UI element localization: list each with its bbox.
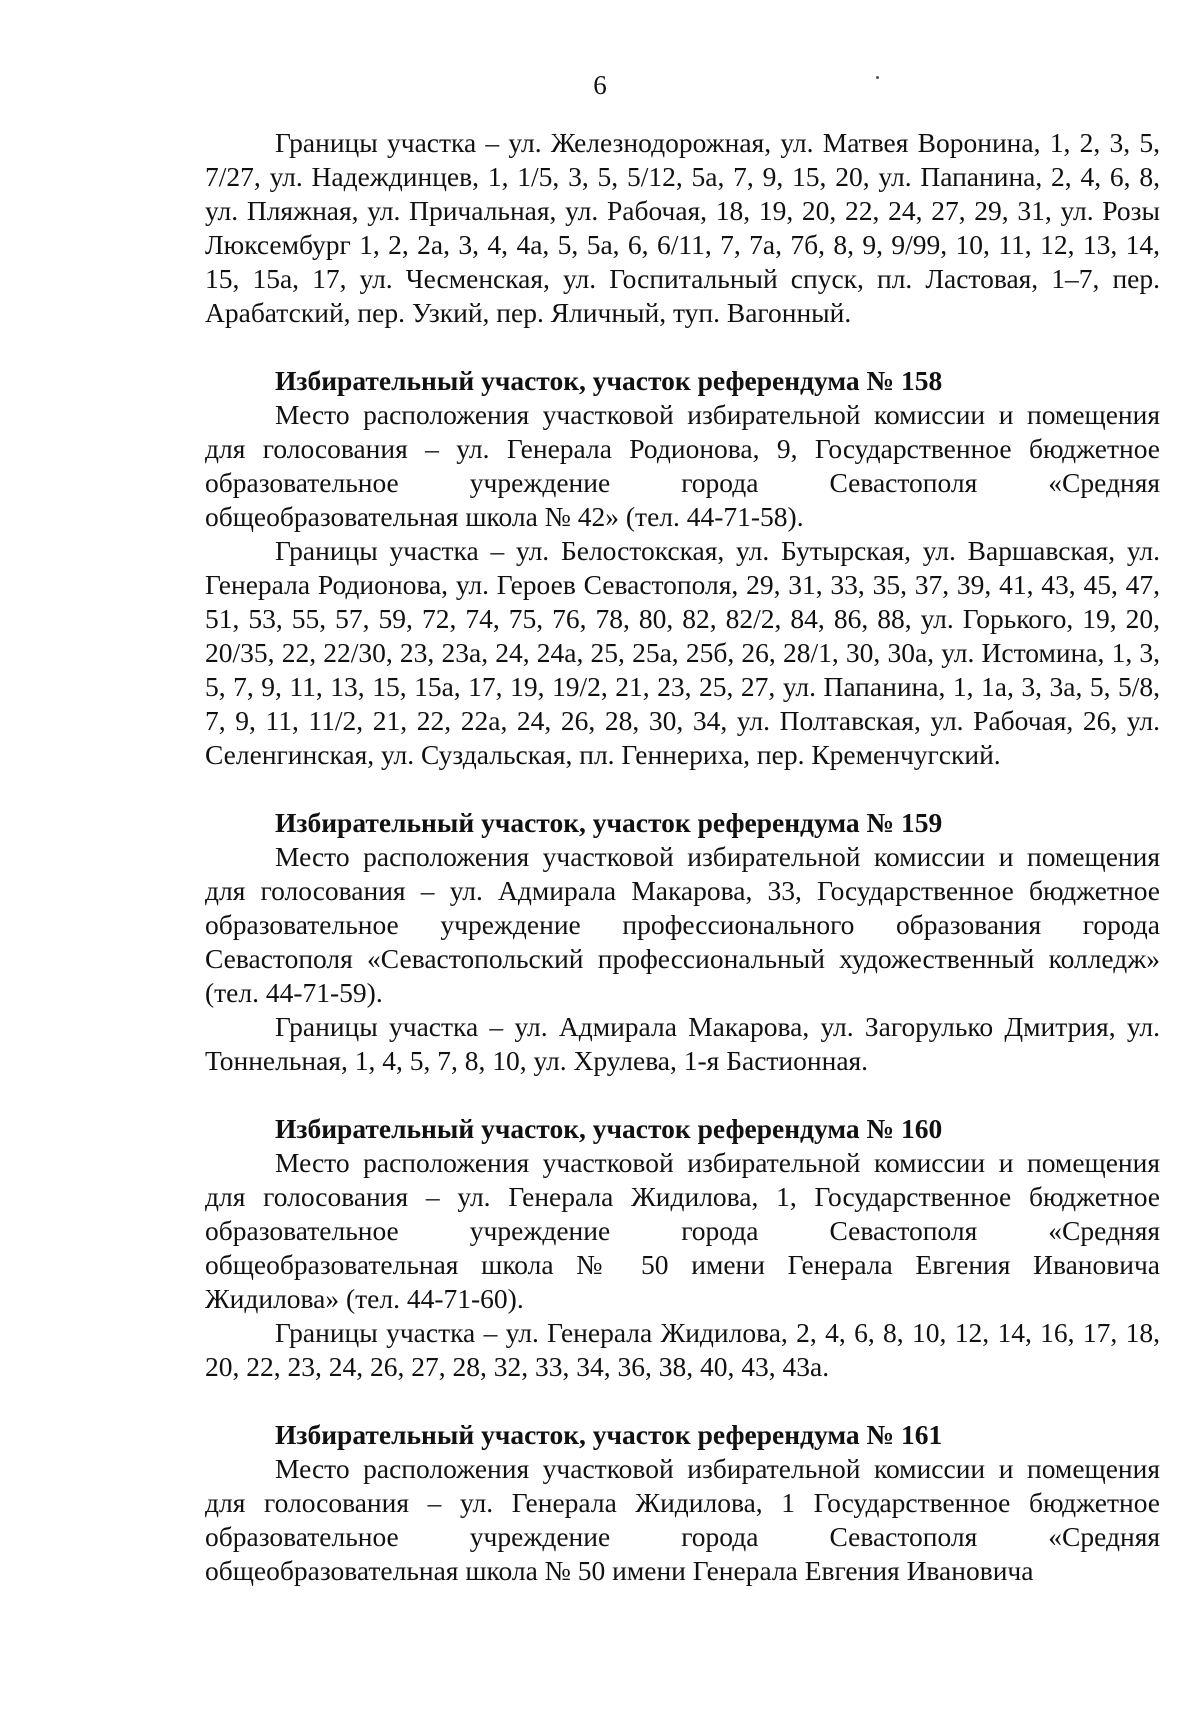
page-number: 6 bbox=[593, 70, 607, 100]
section-161 bbox=[205, 1418, 1160, 1588]
location-paragraph: Место расположения участковой избирательной комиссии и помещения для голосования – ул. Генерала Жидилова, 1 Государственное бюджетное образовательное учреждение города Севастополя «Средняя общеобразовательная школа № 50 имени Генерала Евгения Ивановича bbox=[205, 1453, 1160, 1586]
location-paragraph: Место расположения участковой избирательной комиссии и помещения для голосования – ул. Адмирала Макарова, 33, Государственное бюджетное образовательное учреждение профессионального образования города Севастополя «Севастопольский профессиональный художественный колледж» (тел. 44-71-59). bbox=[205, 841, 1160, 1008]
section-heading: Избирательный участок, участок референдума № 161 bbox=[275, 1419, 943, 1450]
location-paragraph: Место расположения участковой избирательной комиссии и помещения для голосования – ул. Генерала Родионова, 9, Государственное бюджетное образовательное учреждение города Севастополя «Средняя общеобразовательная школа № 42» (тел. 44-71-58). bbox=[205, 399, 1160, 532]
section-heading: Избирательный участок, участок референдума № 158 bbox=[275, 365, 943, 396]
location-paragraph: Место расположения участковой избирательной комиссии и помещения для голосования – ул. Генерала Жидилова, 1, Государственное бюджетное образовательное учреждение города Севастополя «Средняя общеобразовательная школа № 50 имени Генерала Евгения Ивановича Жидилова» (тел. 44-71-60). bbox=[205, 1147, 1160, 1314]
scan-speck bbox=[876, 76, 879, 79]
boundaries-paragraph: Границы участка – ул. Белостокская, ул. Бутырская, ул. Варшавская, ул. Генерала Родионова, ул. Героев Севастополя, 29, 31, 33, 35, 37, 39, 41, 43, 45, 47, 51, 53, 55, 57, 59, 72, 74, 75, 76, 78, 80, 82, 82/2, 84, 86, 88, ул. Горького, 19, 20, 20/35, 22, 22/30, 23, 23а, 24, 24а, 25, 25а, 25б, 26, 28/1, 30, 30а, ул. Истомина, 1, 3, 5, 7, 9, 11, 13, 15, 15а, 17, 19, 19/2, 21, 23, 25, 27, ул. Папанина, 1, 1а, 3, 3а, 5, 5/8, 7, 9, 11, 11/2, 21, 22, 22а, 24, 26, 28, 30, 34, ул. Полтавская, ул. Рабочая, 26, ул. Селенгинская, ул. Суздальская, пл. Геннериха, пер. Кременчугский. bbox=[205, 535, 1160, 770]
boundaries-paragraph: Границы участка – ул. Генерала Жидилова, 2, 4, 6, 8, 10, 12, 14, 16, 17, 18, 20, 22, 23, 24, 26, 27, 28, 32, 33, 34, 36, 38, 40, 43, 43а. bbox=[205, 1317, 1160, 1382]
section-heading: Избирательный участок, участок референдума № 159 bbox=[275, 807, 943, 838]
intro-boundaries-paragraph: Границы участка – ул. Железнодорожная, ул. Матвея Воронина, 1, 2, 3, 5, 7/27, ул. Надеждинцев, 1, 1/5, 3, 5, 5/12, 5а, 7, 9, 15, 20, ул. Папанина, 2, 4, 6, 8, ул. Пляжная, ул. Причальная, ул. Рабочая, 18, 19, 20, 22, 24, 27, 29, 31, ул. Розы Люксембург 1, 2, 2а, 3, 4, 4а, 5, 5а, 6, 6/11, 7, 7а, 7б, 8, 9, 9/99, 10, 11, 12, 13, 14, 15, 15а, 17, ул. Чесменская, ул. Госпитальный спуск, пл. Ластовая, 1–7, пер. Арабатский, пер. Узкий, пер. Яличный, туп. Вагонный. bbox=[205, 127, 1160, 328]
document-body bbox=[205, 126, 1160, 1588]
boundaries-paragraph: Границы участка – ул. Адмирала Макарова, ул. Загорулько Дмитрия, ул. Тоннельная, 1, 4, 5, 7, 8, 10, ул. Хрулева, 1-я Бастионная. bbox=[205, 1011, 1160, 1076]
section-heading: Избирательный участок, участок референдума № 160 bbox=[275, 1113, 943, 1144]
section-159 bbox=[205, 806, 1160, 1078]
section-160 bbox=[205, 1112, 1160, 1384]
section-158 bbox=[205, 364, 1160, 772]
